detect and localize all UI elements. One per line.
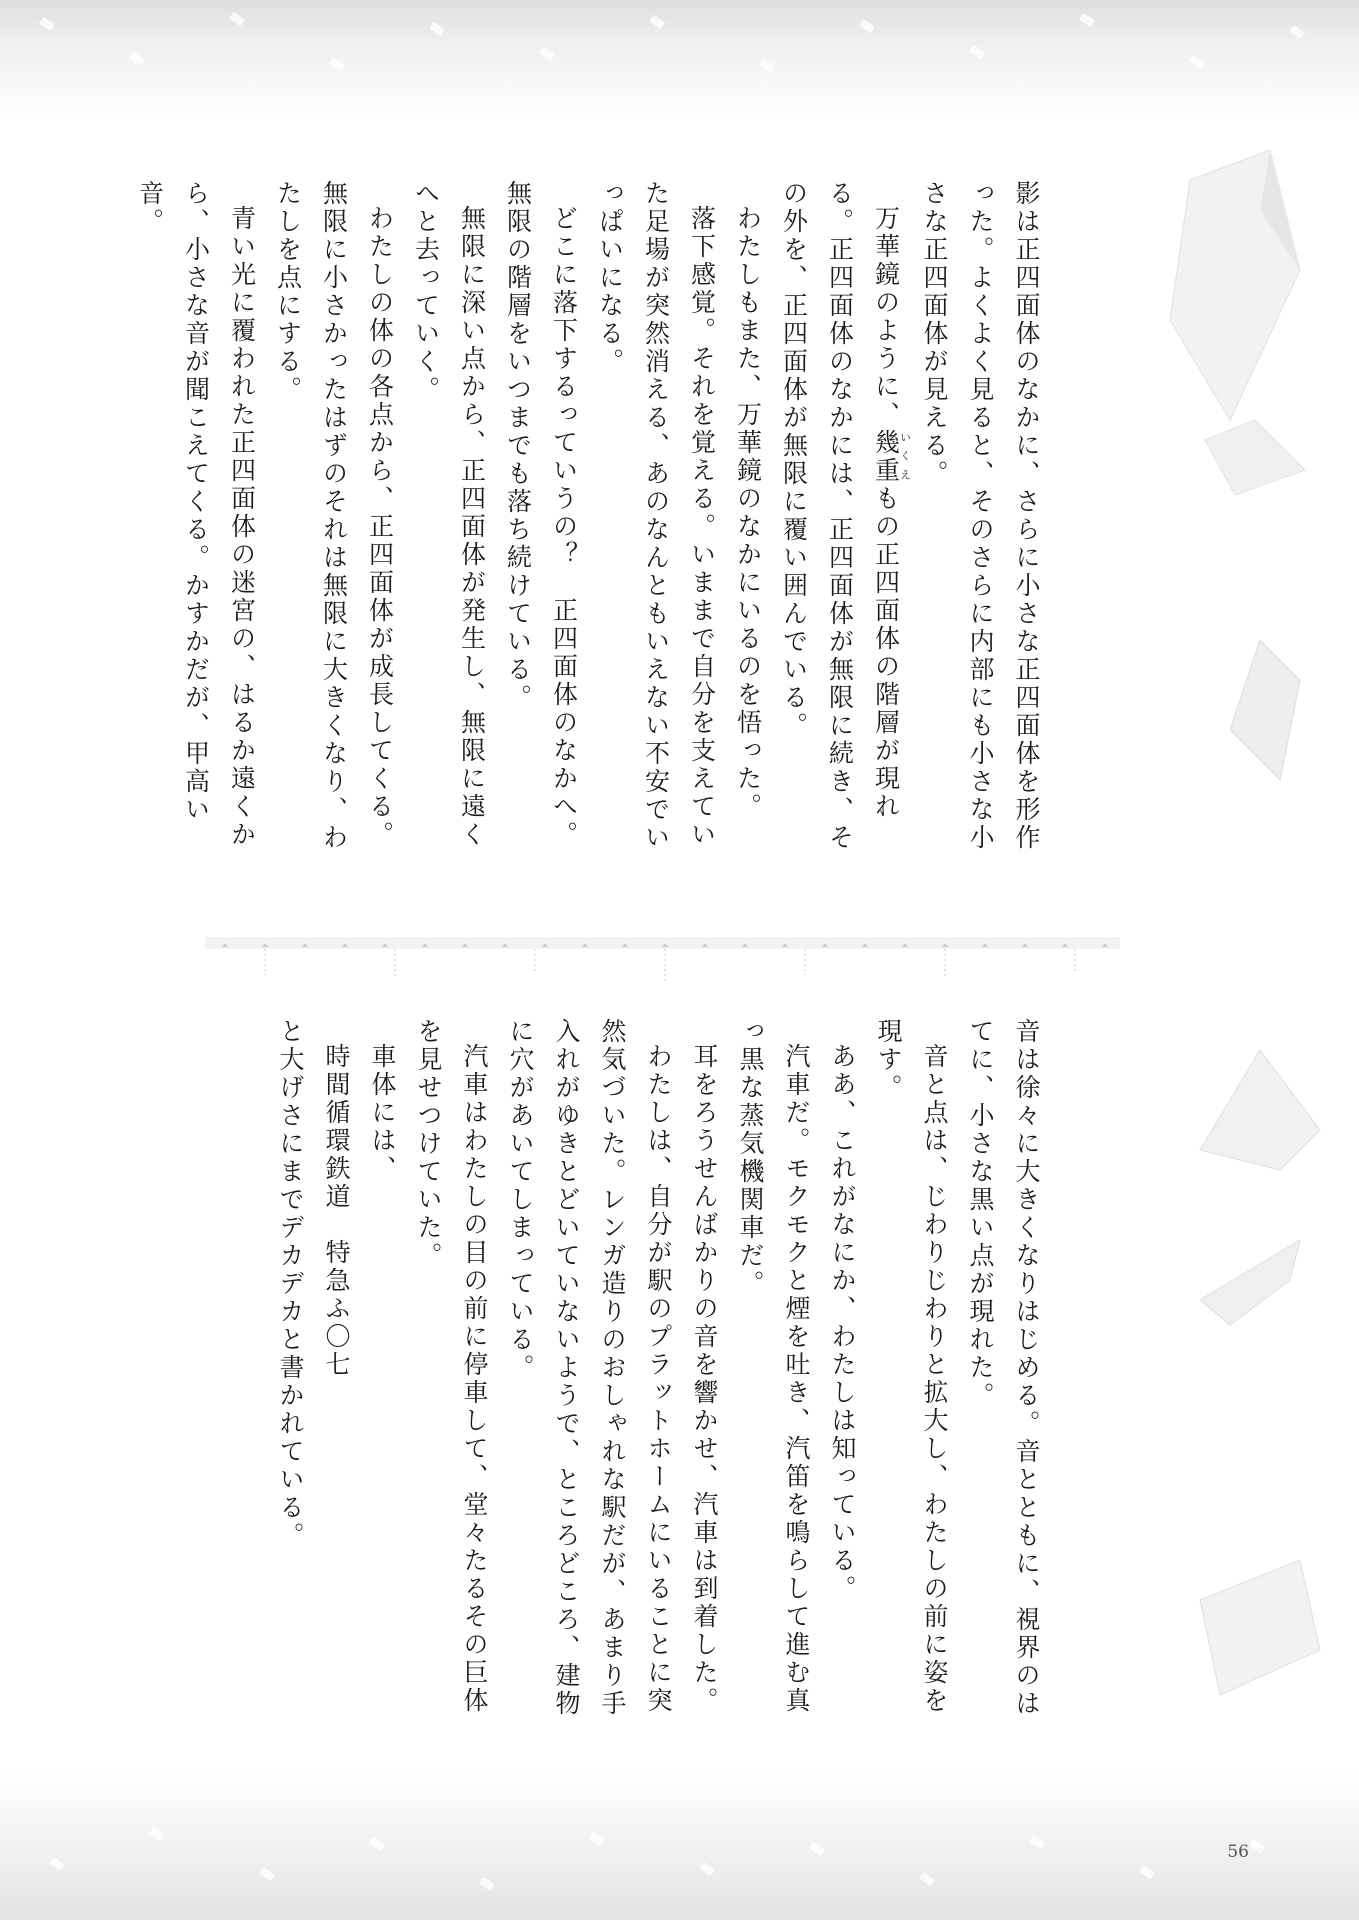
text-section-2 [229,1018,1049,1718]
crystal-shard-decoration [1190,1050,1330,1180]
train-name-line: 時間循環鉄道 特急ふ〇七 [322,1043,351,1379]
crystal-shard-decoration [1195,420,1315,500]
paragraph: わたしの体の各点から、正四面体が成長してくる。無限に小さかったはずのそれは無限に大きくなり、わたしを点にする。 [273,180,395,852]
top-decorative-border [0,0,1359,120]
paragraph: わたしもまた、万華鏡のなかにいるのを悟った。 [733,205,763,821]
paragraph: 汽車はわたしの目の前に停車して、堂々たるその巨体を見せつけていた。 [414,1018,489,1715]
paragraph: 音と点は、じわりじわりと拡大し、わたしの前に姿を現す。 [874,1018,949,1715]
paragraph: 耳をろうせんばかりの音を響かせ、汽車は到着した。 [690,1043,719,1715]
paragraph: どこに落下するっていうの？ 正四面体のなかへ。無限の階層をいつまでも落ち続けている。 [503,180,579,849]
crystal-shard-decoration [1180,1560,1330,1700]
paragraph: 青い光に覆われた正四面体の迷宮の、はるか遠くから、小さな音が聞こえてくる。かすかだが、甲高い音。 [135,180,257,849]
paragraph: と大げさにまでデカデカと書かれている。 [276,1018,305,1550]
star-divider [205,935,1120,990]
bottom-decorative-border [0,1770,1359,1920]
crystal-shard-decoration [1170,150,1320,430]
paragraph: 落下感覚。それを覚える。いままで自分を支えていた足場が突然消える、あのなんともいえない不安でいっぱいになる。 [595,180,717,852]
crystal-shard-decoration [1200,1240,1310,1330]
paragraph-with-ruby: 万華鏡のように、幾重いくえもの正四面体の階層が現れる。正四面体のなかには、正四面体が無限に続き、その外を、正四面体が無限に覆い囲んでいる。 [779,180,912,852]
paragraph: 影は正四面体のなかに、さらに小さな正四面体を形作った。よくよく見ると、そのさらに内部にも小さな小さな正四面体が見える。 [920,180,1041,852]
crystal-shard-decoration [1230,640,1310,790]
paragraph: 音は徐々に大きくなりはじめる。音とともに、視界のはてに、小さな黒い点が現れた。 [966,1018,1041,1718]
paragraph: 車体には、 [368,1043,397,1183]
page-number: 56 [1227,1842,1249,1862]
paragraph: わたしは、自分が駅のプラットホームにいることに突然気づいた。レンガ造りのおしゃれな駅だが、あまり手入れがゆきとどいていないようで、ところどころ、建物に穴があいてしまっている。 [506,1018,673,1718]
paragraph: ああ、これがなにか、わたしは知っている。 [828,1043,857,1603]
text-section-1 [135,180,1049,860]
paragraph: 無限に深い点から、正四面体が発生し、無限に遠くへと去っていく。 [411,180,487,849]
paragraph: 汽車だ。モクモクと煙を吐き、汽笛を鳴らして進む真っ黒な蒸気機関車だ。 [736,1018,811,1715]
